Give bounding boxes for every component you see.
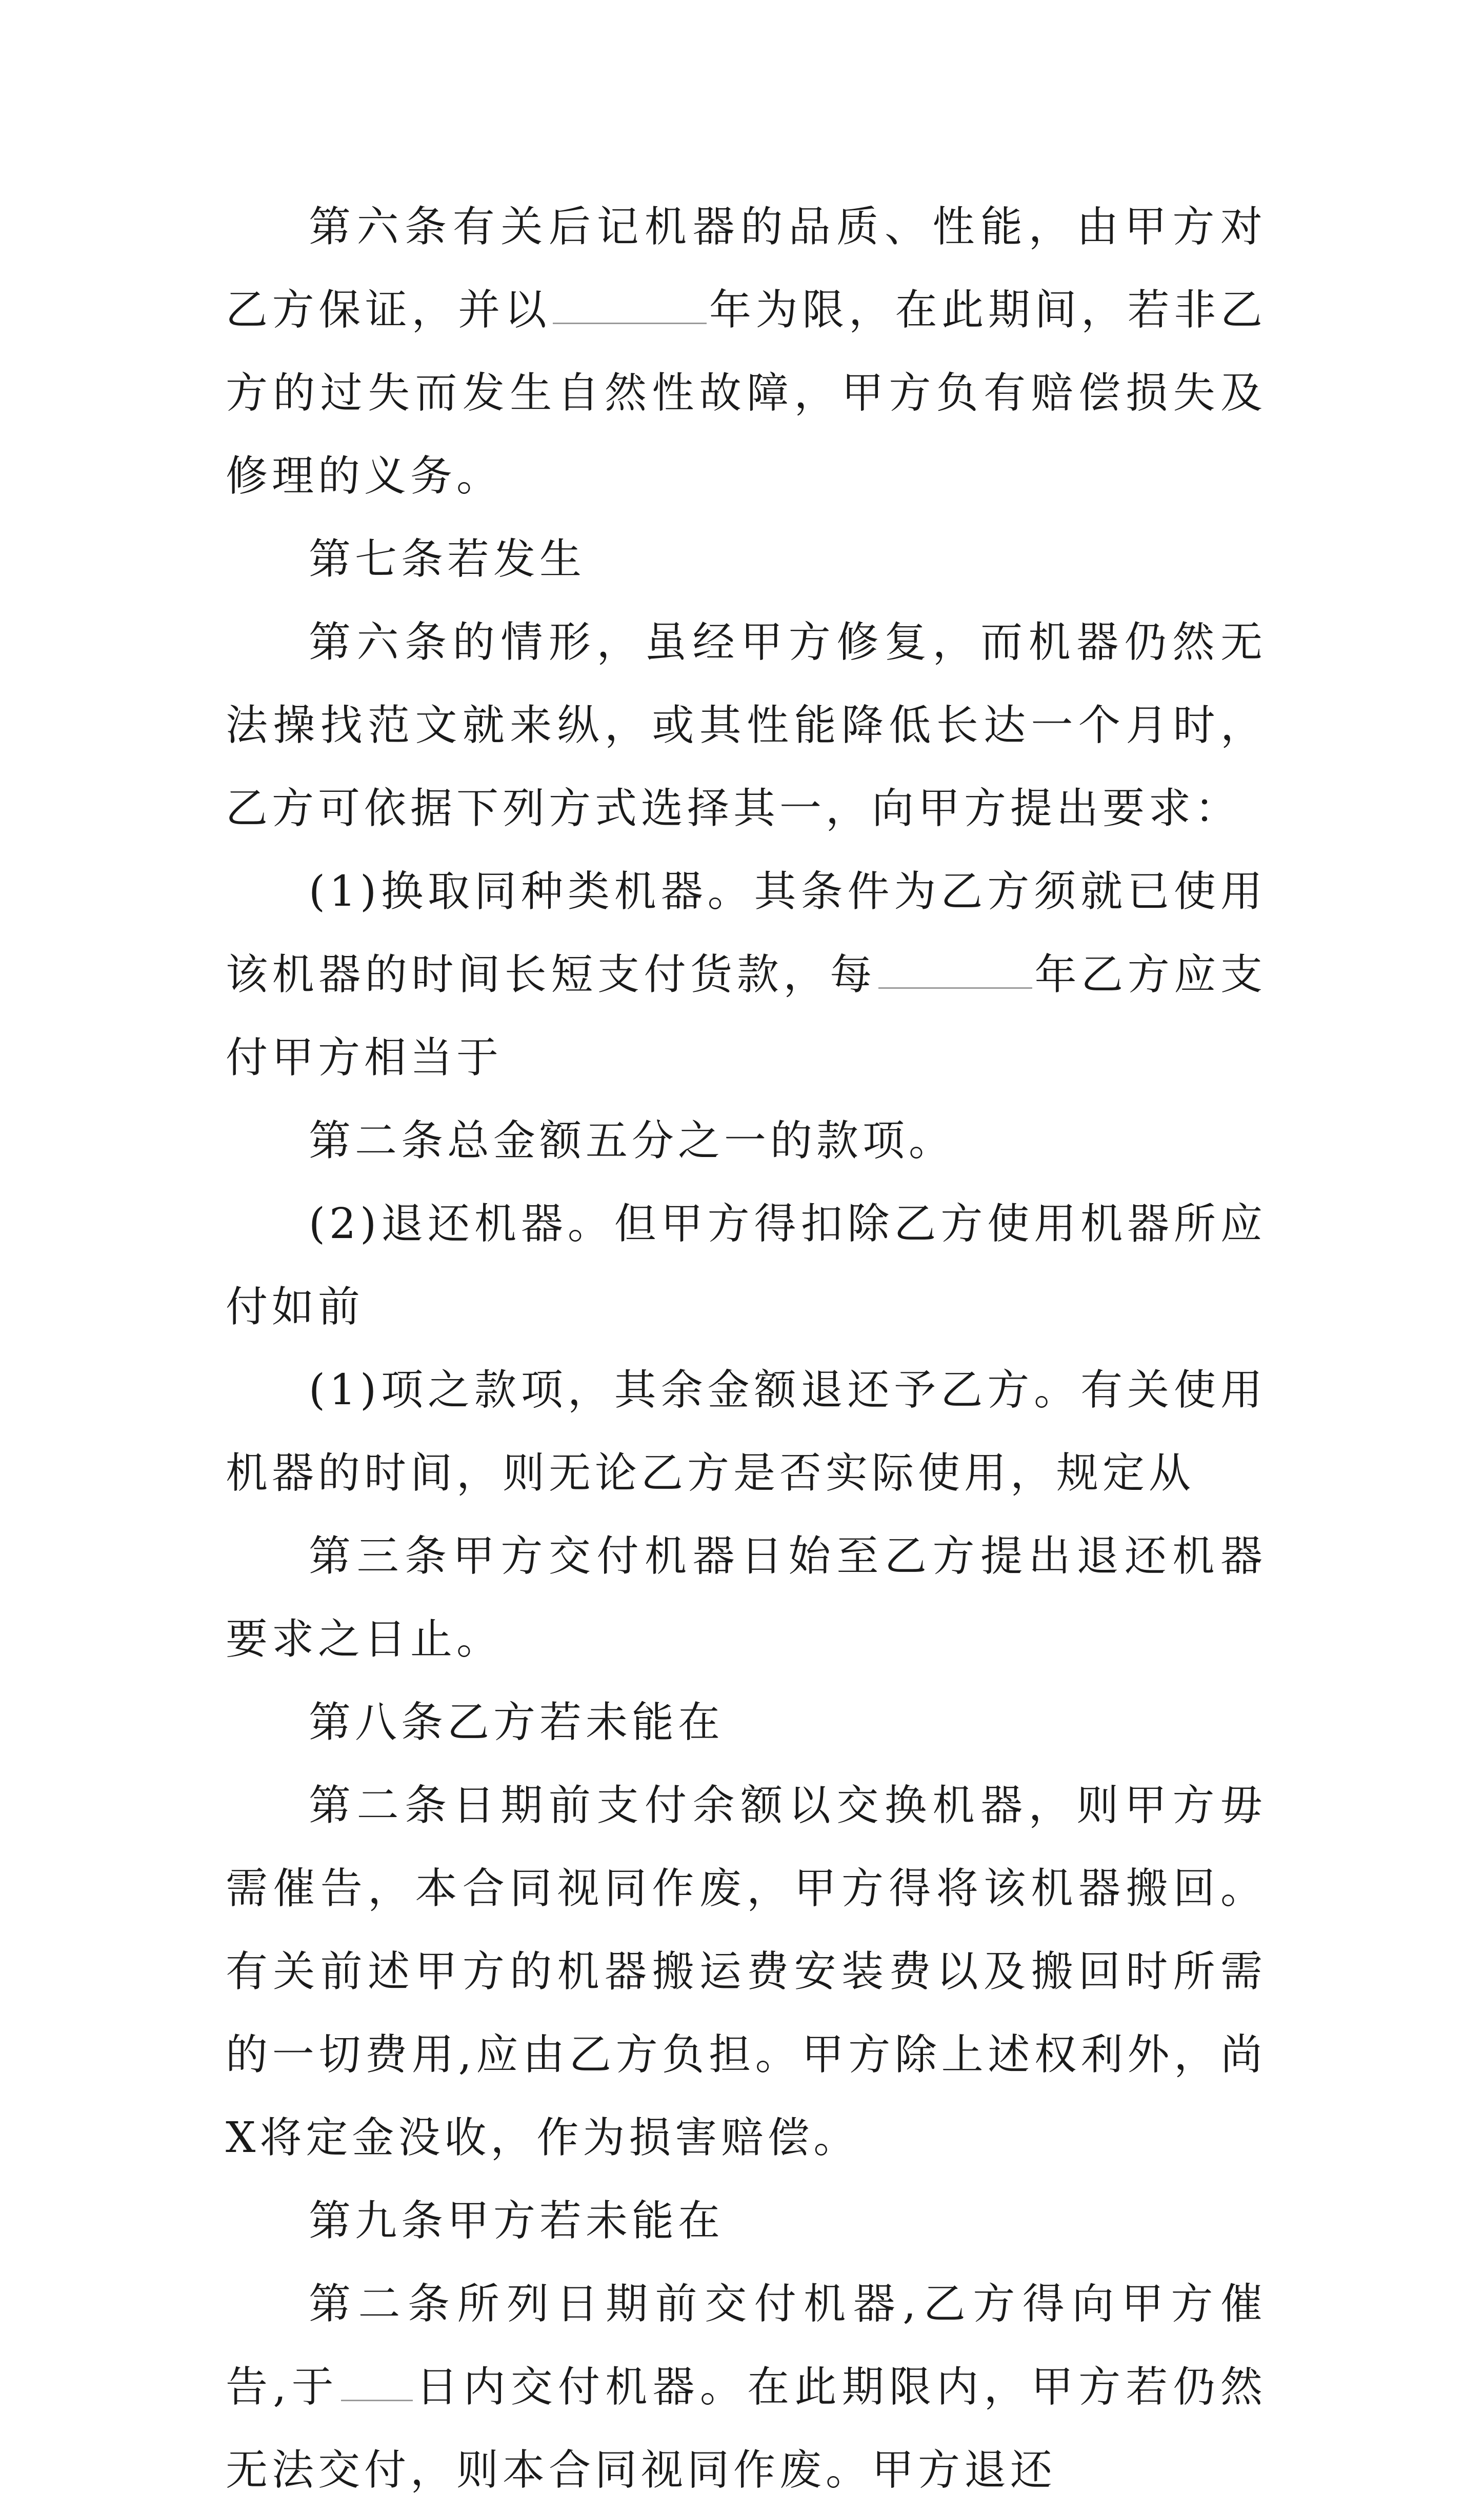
article-9-body bbox=[226, 2263, 1267, 2512]
article-8-heading: 第八条乙方若未能在 bbox=[309, 1698, 725, 1747]
article-6-text-a: 第六条有关后记机器的品质、性能，由甲方对乙方保证，并以 bbox=[226, 203, 1267, 334]
option-1-text-a: (1)换取同种类机器。其条件为乙方须就已使用该机器的时间长短支付货款，每 bbox=[226, 867, 1267, 999]
article-7-option-2-continued: (1)项之款项，其余金额退还予乙方。有关使用机器的时间，则无论乙方是否实际使用，规定从 bbox=[226, 1366, 1267, 1498]
article-7-option-1 bbox=[226, 850, 1267, 1100]
article-6-text-b: 年为限，在此期间，若非乙方的过失而发生自然性故障，甲方负有赔偿损失及修理的义务。 bbox=[226, 286, 1267, 501]
fill-in-blank bbox=[341, 2365, 413, 2401]
article-7-option-1-continued: 第二条总金额五分之一的款项。 bbox=[309, 1117, 955, 1165]
contract-text bbox=[226, 186, 1267, 2512]
article-7-option-2-end: 第三条甲方交付机器日始至乙方提出退还机器要求之日止。 bbox=[226, 1532, 1267, 1664]
article-7-body: 第六条的情形，虽经甲方修复，而机器仍然无法操找范文就来纵，或其性能降低长达一个月时，乙方可依据下列方式选择其一，向甲方提出要求： bbox=[226, 618, 1267, 833]
article-8-body: 第二条日期前支付余额以交换机器，则甲方毋需催告，本合同视同作废，甲方得将该机器搬回。有关前述甲方的机器搬运费安装费以及搬回时所需的一切费用,应由乙方负担。甲方除上述权利外，尚X将定金没收，作为损害赔偿。 bbox=[226, 1781, 1267, 2162]
option-1-text-b: 年乙方应支付甲方相当于 bbox=[226, 950, 1267, 1082]
fill-in-blank bbox=[553, 288, 707, 324]
article-6-paragraph bbox=[226, 186, 1267, 518]
article-7-option-2: (2)退还机器。但甲方得扣除乙方使用机器所应付如前 bbox=[226, 1200, 1267, 1331]
article-9-heading: 第九条甲方若未能在 bbox=[309, 2197, 725, 2245]
fill-in-blank bbox=[878, 952, 1032, 989]
article-9-text-b: 日内交付机器。在此期限内，甲方若仍然无法交付，则本合同视同作废。甲方退还 bbox=[226, 2363, 1267, 2495]
article-7-heading: 第七条若发生 bbox=[309, 535, 586, 584]
article-9-text-a: 第二条所列日期前交付机器,乙方得向甲方催告,于 bbox=[226, 2280, 1267, 2411]
